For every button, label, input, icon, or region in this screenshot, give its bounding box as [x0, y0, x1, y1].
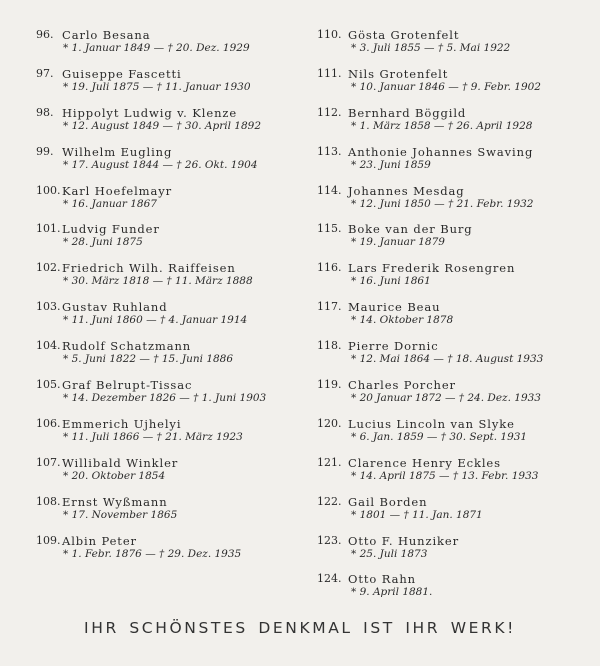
- entry-dates: * 11. Juli 1866 — † 21. März 1923: [63, 430, 243, 443]
- list-item: [36, 67, 306, 106]
- entry-name: Hippolyt Ludwig v. Klenze: [62, 105, 238, 120]
- left-column: [36, 28, 306, 572]
- entry-dates: * 25. Juli 1873: [351, 547, 428, 560]
- list-item: [36, 106, 306, 145]
- entry-number: 113.: [317, 144, 342, 158]
- entry-dates: * 1. März 1858 — † 26. April 1928: [351, 119, 533, 132]
- list-item: [317, 145, 587, 184]
- entry-number: 105.: [36, 378, 61, 392]
- entry-name: Graf Belrupt-Tissac: [62, 378, 193, 393]
- list-item: [36, 145, 306, 184]
- entry-name: Wilhelm Eugling: [62, 144, 173, 159]
- entry-number: 101.: [36, 222, 61, 236]
- entry-dates: * 5. Juni 1822 — † 15. Juni 1886: [63, 353, 234, 366]
- list-item: [317, 339, 587, 378]
- list-item: [36, 300, 306, 339]
- list-item: [36, 495, 306, 534]
- entry-number: 104.: [36, 339, 61, 353]
- list-item: [36, 261, 306, 300]
- entry-name: Lucius Lincoln van Slyke: [348, 416, 515, 431]
- entry-number: 108.: [36, 494, 61, 508]
- entry-dates: * 20. Oktober 1854: [63, 469, 166, 482]
- entry-number: 111.: [317, 66, 342, 80]
- entry-number: 119.: [317, 378, 342, 392]
- entry-dates: * 16. Juni 1861: [351, 275, 431, 288]
- entry-name: Pierre Dornic: [348, 339, 439, 354]
- list-item: [317, 417, 587, 456]
- entry-name: Nils Grotenfelt: [348, 66, 449, 81]
- entry-dates: * 17. August 1844 — † 26. Okt. 1904: [63, 158, 258, 171]
- entry-dates: * 14. Dezember 1826 — † 1. Juni 1903: [63, 392, 267, 405]
- entry-dates: * 9. April 1881.: [351, 586, 433, 599]
- entry-number: 116.: [317, 261, 342, 275]
- list-item: [317, 28, 587, 67]
- list-item: [317, 222, 587, 261]
- list-item: [317, 300, 587, 339]
- right-column: [317, 28, 587, 611]
- entry-name: Rudolf Schatzmann: [62, 339, 192, 354]
- entry-number: 117.: [317, 300, 342, 314]
- entry-name: Bernhard Böggild: [348, 105, 467, 120]
- entry-name: Ernst Wyßmann: [62, 494, 168, 509]
- entry-name: Carlo Besana: [62, 28, 151, 42]
- list-item: [36, 378, 306, 417]
- list-item: [317, 378, 587, 417]
- list-item: [317, 261, 587, 300]
- list-item: [36, 534, 306, 573]
- entry-number: 96.: [36, 28, 54, 41]
- entry-dates: * 12. Mai 1864 — † 18. August 1933: [351, 353, 544, 366]
- list-item: [36, 456, 306, 495]
- list-item: [317, 456, 587, 495]
- list-item: [36, 28, 306, 67]
- list-item: [36, 417, 306, 456]
- entry-dates: * 1. Januar 1849 — † 20. Dez. 1929: [63, 42, 250, 54]
- entry-name: Willibald Winkler: [62, 455, 179, 470]
- entry-name: Boke van der Burg: [348, 222, 473, 237]
- entry-number: 106.: [36, 416, 61, 430]
- entry-name: Gail Borden: [348, 494, 428, 509]
- entry-dates: * 11. Juni 1860 — † 4. Januar 1914: [63, 314, 248, 327]
- entry-name: Ludvig Funder: [62, 222, 160, 237]
- entry-name: Albin Peter: [62, 533, 137, 548]
- list-item: [317, 67, 587, 106]
- entry-dates: * 12. Juni 1850 — † 21. Febr. 1932: [351, 197, 534, 210]
- entry-dates: * 17. November 1865: [63, 508, 178, 521]
- entry-dates: * 14. Oktober 1878: [351, 314, 454, 327]
- entry-number: 114.: [317, 183, 342, 197]
- entry-name: Friedrich Wilh. Raiffeisen: [62, 261, 236, 276]
- list-item: [317, 495, 587, 534]
- list-item: [317, 534, 587, 573]
- list-item: [317, 572, 587, 611]
- entry-dates: * 16. Januar 1867: [63, 197, 157, 210]
- entry-name: Guiseppe Fascetti: [62, 66, 182, 81]
- entry-number: 122.: [317, 494, 342, 508]
- motto-heading: IHR SCHÖNSTES DENKMAL IST IHR WERK!: [84, 619, 516, 637]
- entry-name: Emmerich Ujhelyi: [62, 416, 182, 431]
- list-item: [317, 106, 587, 145]
- entry-number: 120.: [317, 416, 342, 430]
- entry-number: 109.: [36, 533, 61, 547]
- entry-number: 100.: [36, 183, 61, 197]
- entry-dates: * 12. August 1849 — † 30. April 1892: [63, 119, 262, 132]
- entry-name: Maurice Beau: [348, 300, 441, 315]
- entry-number: 123.: [317, 533, 342, 547]
- list-item: [317, 184, 587, 223]
- entry-dates: * 19. Januar 1879: [351, 236, 445, 249]
- entry-name: Gösta Grotenfelt: [348, 28, 460, 42]
- entry-name: Otto Rahn: [348, 572, 416, 587]
- list-item: [36, 184, 306, 223]
- entry-dates: * 1. Febr. 1876 — † 29. Dez. 1935: [63, 547, 242, 560]
- entry-number: 124.: [317, 572, 342, 586]
- entry-name: Otto F. Hunziker: [348, 533, 459, 548]
- entry-number: 121.: [317, 455, 342, 469]
- entry-name: Clarence Henry Eckles: [348, 455, 501, 470]
- entry-number: 118.: [317, 339, 342, 353]
- entry-number: 115.: [317, 222, 342, 236]
- entry-dates: * 6. Jan. 1859 — † 30. Sept. 1931: [351, 430, 528, 443]
- entry-name: Karl Hoefelmayr: [62, 183, 173, 198]
- entry-dates: * 19. Juli 1875 — † 11. Januar 1930: [63, 80, 251, 93]
- entry-number: 110.: [317, 28, 342, 41]
- entry-dates: * 28. Juni 1875: [63, 236, 143, 249]
- entry-number: 97.: [36, 66, 54, 80]
- entry-number: 107.: [36, 455, 61, 469]
- entry-dates: * 30. März 1818 — † 11. März 1888: [63, 275, 253, 288]
- entry-dates: * 20 Januar 1872 — † 24. Dez. 1933: [351, 392, 541, 405]
- list-item: [36, 222, 306, 261]
- entry-dates: * 10. Januar 1846 — † 9. Febr. 1902: [351, 80, 541, 93]
- entry-number: 99.: [36, 144, 54, 158]
- list-item: [36, 339, 306, 378]
- entry-dates: * 14. April 1875 — † 13. Febr. 1933: [351, 469, 539, 482]
- entry-number: 98.: [36, 105, 54, 119]
- entry-name: Gustav Ruhland: [62, 300, 168, 315]
- entry-dates: * 1801 — † 11. Jan. 1871: [351, 508, 483, 521]
- entry-name: Anthonie Johannes Swaving: [348, 144, 534, 159]
- entry-name: Charles Porcher: [348, 378, 456, 393]
- entry-name: Lars Frederik Rosengren: [348, 261, 516, 276]
- entry-number: 102.: [36, 261, 61, 275]
- entry-name: Johannes Mesdag: [348, 183, 465, 198]
- entry-number: 112.: [317, 105, 342, 119]
- entry-dates: * 23. Juni 1859: [351, 158, 431, 171]
- entry-number: 103.: [36, 300, 61, 314]
- entry-dates: * 3. Juli 1855 — † 5. Mai 1922: [351, 42, 511, 54]
